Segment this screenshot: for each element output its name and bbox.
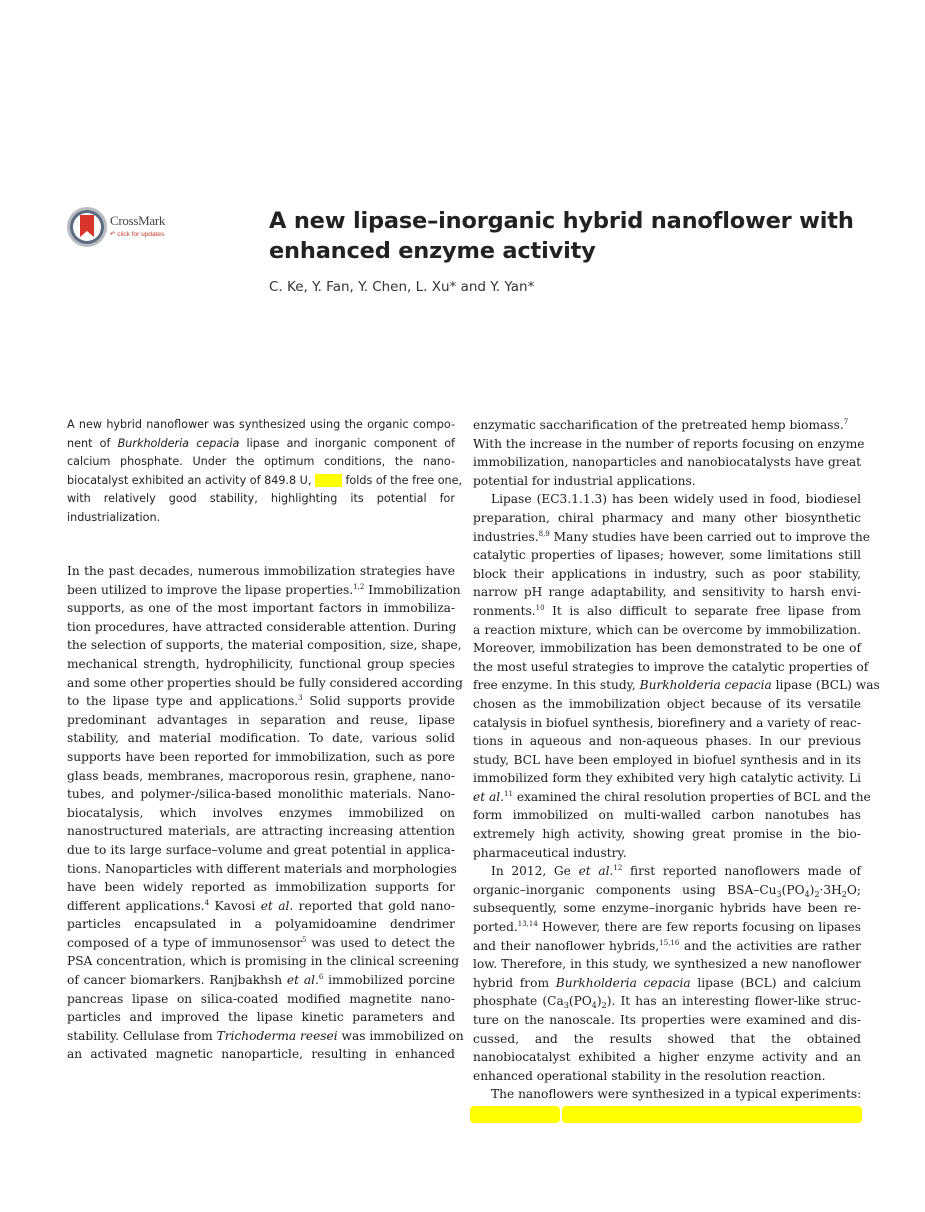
body-line: to the lipase type and applications.$^3$ Solid supports provide bbox=[67, 694, 455, 709]
body-line: With the increase in the number of reports focusing on enzyme bbox=[473, 436, 865, 451]
body-line: nanostructured materials, are attracting increasing attention bbox=[67, 824, 455, 839]
crossmark-icon bbox=[66, 206, 108, 248]
body-line: low. Therefore, in this study, we synthesized a new nanoflower bbox=[473, 957, 861, 972]
body-line: hybrid from Burkholderia cepacia lipase (BCL) and calcium bbox=[473, 975, 861, 990]
body-line: and some other properties should be fully considered according bbox=[67, 675, 463, 690]
body-line: pancreas lipase on silica-coated modified magnetite nano- bbox=[67, 991, 455, 1006]
body-column-right bbox=[473, 416, 880, 1104]
body-line: immobilized form they exhibited very high catalytic activity. Li bbox=[473, 771, 861, 786]
body-line: catalysis in biofuel synthesis, biorefinery and a variety of reac- bbox=[473, 715, 861, 730]
abstract-line: with relatively good stability, highlighting its potential for bbox=[67, 492, 455, 506]
article-title bbox=[269, 206, 869, 266]
body-line: predominant advantages in separation and reuse, lipase bbox=[67, 712, 455, 727]
body-line: Moreover, immobilization has been demonstrated to be one of bbox=[473, 641, 861, 656]
author-list: C. Ke, Y. Fan, Y. Chen, L. Xu* and Y. Yan* bbox=[269, 279, 535, 295]
body-line: extremely high activity, showing great promise in the bio- bbox=[473, 827, 861, 842]
body-line: PSA concentration, which is promising in the clinical screening bbox=[67, 954, 460, 969]
body-line: subsequently, some enzyme–inorganic hybrids have been re- bbox=[473, 901, 861, 916]
body-line: stability, and material modification. To date, various solid bbox=[67, 731, 455, 746]
body-line: organic–inorganic components using BSA–$Cu_3(PO_4)_2\cdot 3H_2O$; bbox=[473, 882, 861, 899]
body-line: The nanoflowers were synthesized in a typical experiments: bbox=[491, 1087, 862, 1102]
body-line: and their nanoflower hybrids,$^{15,16}$ and the activities are rather bbox=[473, 938, 861, 953]
body-line: stability. Cellulase from Trichoderma reesei was immobilized on bbox=[67, 1028, 464, 1043]
body-line: a reaction mixture, which can be overcome by immobilization. bbox=[473, 622, 861, 637]
body-line: ture on the nanoscale. Its properties were examined and dis- bbox=[473, 1013, 861, 1027]
body-line: chosen as the immobilization object because of its versatile bbox=[473, 696, 861, 711]
body-line: mechanical strength, hydrophilicity, functional group species bbox=[67, 656, 455, 671]
body-line: nanobiocatalyst exhibited a higher enzyme activity and an bbox=[473, 1050, 861, 1065]
body-line: preparation, chiral pharmacy and many other biosynthetic bbox=[473, 510, 861, 525]
crossmark-badge[interactable] bbox=[66, 206, 196, 248]
body-line: an activated magnetic nanoparticle, resulting in enhanced bbox=[67, 1047, 455, 1062]
body-line: pharmaceutical industry. bbox=[473, 845, 627, 860]
body-line: supports, as one of the most important factors in immobiliza- bbox=[67, 601, 455, 616]
body-line: particles encapsulated in a polyamidoamine dendrimer bbox=[67, 917, 455, 932]
body-line: enzymatic saccharification of the pretreated hemp biomass.$^7$ bbox=[473, 418, 849, 432]
abstract-line: A new hybrid nanoflower was synthesized using the organic compo- bbox=[67, 418, 455, 431]
body-line: tions. Nanoparticles with different materials and morphologies bbox=[67, 861, 457, 876]
body-line: potential for industrial applications. bbox=[473, 473, 696, 488]
crossmark-label: CrossMark bbox=[110, 213, 166, 228]
body-line: Lipase (EC3.1.1.3) has been widely used in food, biodiesel bbox=[491, 492, 861, 507]
title-line-1: A new lipase–inorganic hybrid nanoflower with bbox=[269, 208, 854, 234]
body-line: industries.$^{8,9}$ Many studies have been carried out to improve the bbox=[473, 529, 871, 544]
body-line: In the past decades, numerous immobilization strategies have bbox=[67, 564, 455, 578]
body-line: In 2012, Ge et al.$^{12}$ first reported nanoflowers made of bbox=[491, 864, 861, 879]
body-line: different applications.$^4$ Kavosi et al. reported that gold nano- bbox=[67, 898, 455, 913]
abstract-line: industrialization. bbox=[67, 510, 161, 524]
body-line: cussed, and the results showed that the obtained bbox=[473, 1031, 861, 1046]
body-line: enhanced operational stability in the resolution reaction. bbox=[473, 1068, 826, 1083]
body-line: due to its large surface–volume and great potential in applica- bbox=[67, 842, 455, 857]
crossmark-sublabel: ↶ click for updates bbox=[110, 231, 165, 238]
highlight-redaction-2 bbox=[562, 1106, 862, 1123]
body-line: the most useful strategies to improve the catalytic properties of bbox=[473, 659, 869, 674]
highlighted-value: 6.85 bbox=[315, 473, 341, 487]
body-line: been utilized to improve the lipase properties.$^{1,2}$ Immobilization bbox=[67, 582, 461, 597]
body-line: et al.$^{11}$ examined the chiral resolution properties of BCL and the bbox=[473, 789, 871, 804]
abstract-line: nent of Burkholderia cepacia lipase and inorganic component of bbox=[67, 436, 455, 450]
body-line: biocatalysis, which involves enzymes immobilized on bbox=[67, 805, 455, 820]
body-line: form immobilized on multi-walled carbon nanotubes has bbox=[473, 808, 861, 823]
abstract-line: calcium phosphate. Under the optimum conditions, the nano- bbox=[67, 455, 455, 469]
body-line: narrow pH range adaptability, and sensitivity to harsh envi- bbox=[473, 585, 861, 600]
body-line: glass beads, membranes, macroporous resin, graphene, nano- bbox=[67, 768, 455, 783]
body-line: ronments.$^{10}$ It is also difficult to separate free lipase from bbox=[473, 603, 861, 618]
body-line: catalytic properties of lipases; however, some limitations still bbox=[473, 548, 861, 563]
body-line: of cancer biomarkers. Ranjbakhsh et al.$^6$ immobilized porcine bbox=[67, 973, 455, 988]
body-line: tubes, and polymer-/silica-based monolithic materials. Nano- bbox=[67, 787, 455, 802]
body-line: free enzyme. In this study, Burkholderia cepacia lipase (BCL) was bbox=[473, 678, 880, 693]
abstract bbox=[67, 416, 463, 528]
body-line: ported.$^{13,14}$ However, there are few reports focusing on lipases bbox=[473, 920, 861, 935]
body-line: have been widely reported as immobilization supports for bbox=[67, 880, 455, 895]
body-line: block their applications in industry, such as poor stability, bbox=[473, 566, 861, 581]
body-line: supports have been reported for immobilization, such as pore bbox=[67, 749, 455, 764]
title-line-2: enhanced enzyme activity bbox=[269, 238, 596, 264]
body-line: tions in aqueous and non-aqueous phases. In our previous bbox=[473, 734, 861, 749]
body-line: tion procedures, have attracted considerable attention. During bbox=[67, 619, 457, 634]
body-line: study, BCL have been employed in biofuel synthesis and in its bbox=[473, 752, 861, 767]
abstract-line: biocatalyst exhibited an activity of 849.8 U, 6.85 folds of the free one, bbox=[67, 473, 463, 487]
body-column-left bbox=[67, 562, 464, 1064]
body-line: phosphate $(Ca_3(PO_4)_2)$. It has an interesting flower-like struc- bbox=[473, 994, 861, 1011]
highlight-redaction-1 bbox=[470, 1106, 560, 1123]
body-line: composed of a type of immunosensor$^5$ was used to detect the bbox=[67, 935, 455, 950]
body-line: particles and improved the lipase kinetic parameters and bbox=[67, 1010, 455, 1025]
body-line: immobilization, nanoparticles and nanobiocatalysts have great bbox=[473, 455, 861, 470]
body-line: the selection of supports, the material composition, size, shape, bbox=[67, 638, 462, 653]
